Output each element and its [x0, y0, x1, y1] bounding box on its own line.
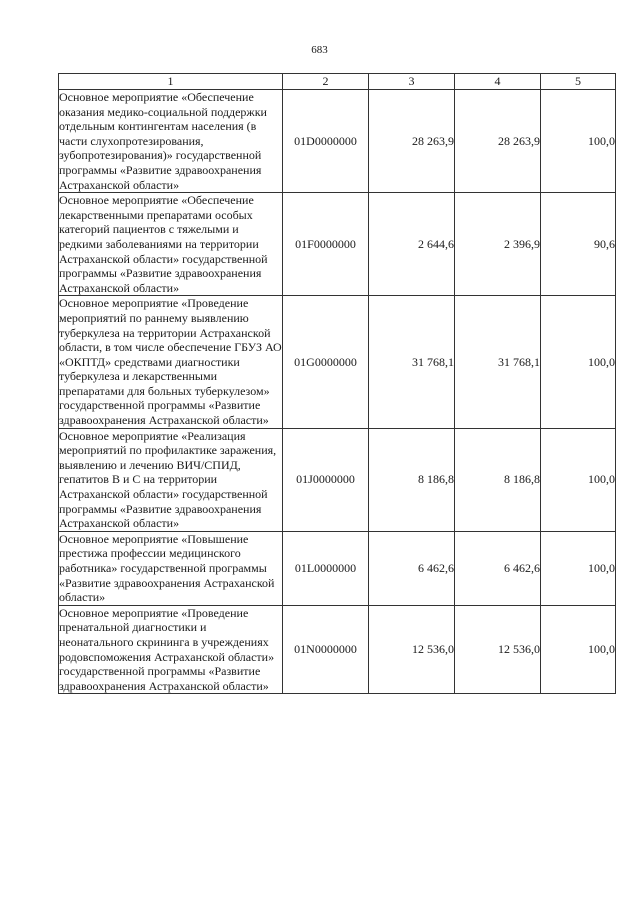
page-number: 683 — [311, 44, 328, 56]
row-description: Основное мероприятие «Повышение престижа профессии медицинского работника» государственной программы «Развитие здравоохранения Астраханской области» — [59, 531, 283, 605]
row-value-col5: 100,0 — [541, 428, 616, 531]
row-value-col4: 2 396,9 — [455, 193, 541, 296]
table-row — [59, 605, 616, 694]
table-header-row — [59, 74, 616, 90]
row-code: 01N0000000 — [283, 605, 369, 694]
row-description: Основное мероприятие «Проведение пренатальной диагностики и неонатального скрининга в учреждениях родовспоможения Астраханской области» государственной программы «Развитие здравоохранения Астраханской области» — [59, 605, 283, 694]
budget-table — [58, 73, 616, 694]
row-value-col3: 6 462,6 — [369, 531, 455, 605]
header-col-1: 1 — [59, 74, 283, 90]
header-col-5: 5 — [541, 74, 616, 90]
row-value-col4: 8 186,8 — [455, 428, 541, 531]
header-col-4: 4 — [455, 74, 541, 90]
row-code: 01D0000000 — [283, 90, 369, 193]
header-col-2: 2 — [283, 74, 369, 90]
header-col-3: 3 — [369, 74, 455, 90]
row-description: Основное мероприятие «Обеспечение лекарственными препаратами особых категорий пациентов с тяжелыми и редкими заболеваниями на территории Астраханской области» государственной программы «Развитие здравоохранения Астраханской области» — [59, 193, 283, 296]
row-description: Основное мероприятие «Проведение мероприятий по раннему выявлению туберкулеза на территории Астраханской области, в том числе обеспечение ГБУЗ АО «ОКПТД» средствами диагностики туберкулеза и лекарственными препаратами для больных туберкулезом» государственной программы «Развитие здравоохранения Астраханской области» — [59, 296, 282, 428]
table-row — [59, 296, 616, 428]
row-code: 01J0000000 — [283, 428, 369, 531]
row-value-col5: 100,0 — [541, 296, 616, 428]
table-row — [59, 90, 616, 193]
table-row — [59, 531, 616, 605]
row-code: 01G0000000 — [283, 296, 369, 428]
row-code: 01F0000000 — [283, 193, 369, 296]
row-value-col4: 28 263,9 — [455, 90, 541, 193]
row-value-col5: 90,6 — [541, 193, 616, 296]
row-code: 01L0000000 — [283, 531, 369, 605]
row-value-col5: 100,0 — [541, 531, 616, 605]
row-description: Основное мероприятие «Реализация мероприятий по профилактике заражения, выявлению и лечению ВИЧ/СПИД, гепатитов В и С на территории Астраханской области» государственной программы «Развитие здравоохранения Астраханской области» — [59, 428, 283, 531]
table-row — [59, 193, 616, 296]
row-value-col3: 2 644,6 — [369, 193, 455, 296]
row-value-col5: 100,0 — [541, 90, 616, 193]
row-value-col4: 6 462,6 — [455, 531, 541, 605]
table-row — [59, 428, 616, 531]
row-value-col3: 28 263,9 — [369, 90, 455, 193]
row-value-col3: 12 536,0 — [369, 605, 455, 694]
row-value-col3: 31 768,1 — [369, 296, 455, 428]
row-value-col3: 8 186,8 — [369, 428, 455, 531]
row-value-col5: 100,0 — [541, 605, 616, 694]
row-value-col4: 31 768,1 — [455, 296, 541, 428]
row-description: Основное мероприятие «Обеспечение оказания медико-социальной поддержки отдельным контингентам населения (в части слухопротезирования, зубопротезирования)» государственной программы «Развитие здравоохранения Астраханской области» — [59, 90, 283, 193]
row-value-col4: 12 536,0 — [455, 605, 541, 694]
